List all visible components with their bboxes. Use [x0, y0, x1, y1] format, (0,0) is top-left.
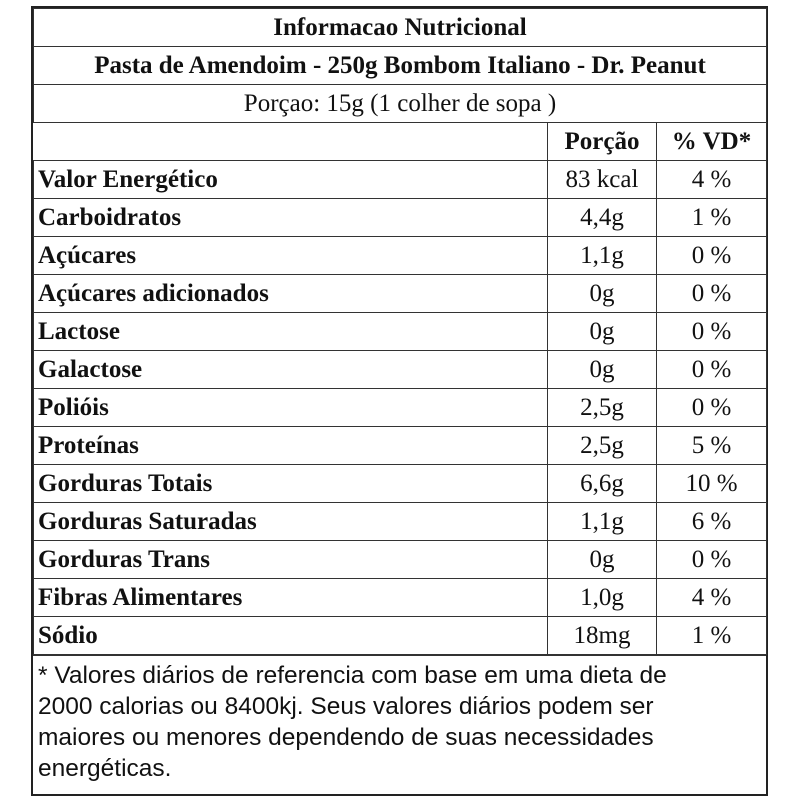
- column-header-daily-value: % VD*: [657, 123, 767, 161]
- table-row: [34, 617, 767, 655]
- table-row: [34, 541, 767, 579]
- nutrient-daily-value: 1 %: [657, 617, 767, 655]
- nutrient-label: Açúcares: [34, 237, 548, 275]
- column-header-row: [34, 123, 767, 161]
- nutrition-table: [33, 8, 767, 655]
- table-row: [34, 275, 767, 313]
- footnote-line: * Valores diários de referencia com base em uma dieta de: [38, 662, 667, 689]
- table-row: [34, 199, 767, 237]
- table-row: [34, 161, 767, 199]
- nutrient-amount: 2,5g: [548, 427, 657, 465]
- nutrient-amount: 0g: [548, 275, 657, 313]
- nutrient-label: Valor Energético: [34, 161, 548, 199]
- nutrient-label: Polióis: [34, 389, 548, 427]
- nutrient-label: Gorduras Totais: [34, 465, 548, 503]
- nutrient-label: Fibras Alimentares: [34, 579, 548, 617]
- nutrition-facts-panel: [31, 6, 768, 796]
- nutrient-amount: 83 kcal: [548, 161, 657, 199]
- table-row: [34, 237, 767, 275]
- nutrient-amount: 1,0g: [548, 579, 657, 617]
- nutrient-amount: 6,6g: [548, 465, 657, 503]
- nutrient-label: Proteínas: [34, 427, 548, 465]
- table-row: [34, 579, 767, 617]
- nutrient-label: Sódio: [34, 617, 548, 655]
- table-row: [34, 313, 767, 351]
- product-name: Pasta de Amendoim - 250g Bombom Italiano - Dr. Peanut: [34, 47, 767, 85]
- portion-size: Porçao: 15g (1 colher de sopa ): [34, 85, 767, 123]
- nutrient-daily-value: 5 %: [657, 427, 767, 465]
- table-title: Informacao Nutricional: [34, 9, 767, 47]
- nutrient-daily-value: 0 %: [657, 351, 767, 389]
- nutrient-label: Gorduras Saturadas: [34, 503, 548, 541]
- nutrient-amount: 4,4g: [548, 199, 657, 237]
- nutrient-daily-value: 1 %: [657, 199, 767, 237]
- nutrient-amount: 1,1g: [548, 237, 657, 275]
- nutrient-label: Gorduras Trans: [34, 541, 548, 579]
- nutrient-label: Galactose: [34, 351, 548, 389]
- table-row: [34, 389, 767, 427]
- product-row: [34, 47, 767, 85]
- nutrient-daily-value: 0 %: [657, 389, 767, 427]
- table-row: [34, 351, 767, 389]
- nutrient-label: Carboidratos: [34, 199, 548, 237]
- nutrient-amount: 0g: [548, 351, 657, 389]
- nutrient-daily-value: 0 %: [657, 237, 767, 275]
- nutrient-daily-value: 4 %: [657, 161, 767, 199]
- portion-row: [34, 85, 767, 123]
- table-row: [34, 503, 767, 541]
- nutrient-daily-value: 0 %: [657, 541, 767, 579]
- nutrient-daily-value: 10 %: [657, 465, 767, 503]
- nutrient-daily-value: 4 %: [657, 579, 767, 617]
- nutrient-label: Lactose: [34, 313, 548, 351]
- nutrient-label: Açúcares adicionados: [34, 275, 548, 313]
- nutrient-daily-value: 6 %: [657, 503, 767, 541]
- nutrient-amount: 0g: [548, 313, 657, 351]
- footnote: [33, 655, 766, 784]
- table-row: [34, 427, 767, 465]
- footnote-line: energéticas.: [38, 755, 172, 782]
- nutrient-amount: 0g: [548, 541, 657, 579]
- footnote-line: 2000 calorias ou 8400kj. Seus valores diários podem ser: [38, 693, 654, 720]
- column-header-nutrient: [34, 123, 548, 161]
- footnote-line: maiores ou menores dependendo de suas necessidades: [38, 724, 654, 751]
- nutrient-daily-value: 0 %: [657, 275, 767, 313]
- nutrient-daily-value: 0 %: [657, 313, 767, 351]
- nutrient-amount: 2,5g: [548, 389, 657, 427]
- column-header-portion: Porção: [548, 123, 657, 161]
- nutrient-amount: 18mg: [548, 617, 657, 655]
- title-row: [34, 9, 767, 47]
- table-row: [34, 465, 767, 503]
- nutrient-amount: 1,1g: [548, 503, 657, 541]
